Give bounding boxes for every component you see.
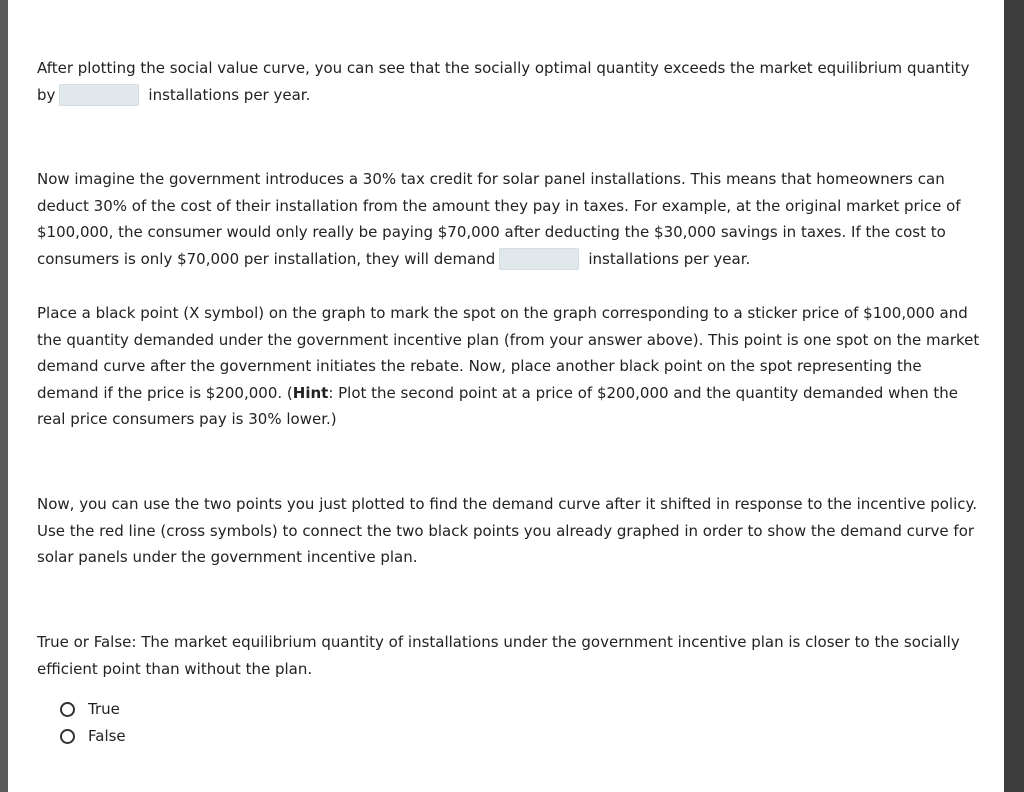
paragraph2-text-before: Now imagine the government introduces a 30% tax credit for solar panel installations. This means that homeowners can deduct 30% of the cost of their installation from the amount they pay in taxes. For example, at the original market price of $100,000, the consumer would only really be paying $70,000 after deducting the $30,000 savings in taxes. If the cost to consumers is only $70,000 per installation, they will demand: [37, 170, 961, 268]
answer-blank-quantity-difference[interactable]: [59, 84, 139, 106]
question-text-content: True or False: The market equilibrium quantity of installations under the government incentive plan is closer to the socially efficient point than without the plan.: [37, 633, 960, 678]
paragraph-tax-credit: [37, 166, 982, 272]
hint-label: Hint: [292, 383, 329, 402]
option-true-label: True: [88, 700, 120, 718]
option-false-label: False: [88, 727, 126, 745]
radio-false[interactable]: [60, 729, 75, 744]
answer-blank-quantity-demanded[interactable]: [499, 248, 579, 270]
paragraph4-text: Now, you can use the two points you just plotted to find the demand curve after it shifted in response to the incentive policy. Use the red line (cross symbols) to connect the two black points you already graphed in order to show the demand curve for solar panels under the government incentive plan.: [37, 495, 977, 566]
paragraph3-text-before: Place a black point (X symbol) on the graph to mark the spot on the graph corresponding to a sticker price of $100,000 and the quantity demanded under the government incentive plan (from your answer above). This point is one spot on the market demand curve after the government initiates the rebate. Now, place another black point on the spot representing the demand if the price is $200,000. (: [37, 304, 980, 402]
question-text: [37, 629, 982, 682]
paragraph-place-points: [37, 300, 982, 433]
paragraph3-text-after: : Plot the second point at a price of $200,000 and the quantity demanded when the real price consumers pay is 30% lower.): [37, 383, 958, 428]
paragraph1-text-after: installations per year.: [148, 85, 311, 104]
option-true[interactable]: [60, 697, 120, 721]
radio-true[interactable]: [60, 702, 75, 717]
option-false[interactable]: [60, 724, 126, 748]
window-edge: [1004, 0, 1024, 792]
paragraph2-text-after: installations per year.: [588, 249, 751, 268]
paragraph-demand-curve: [37, 491, 982, 571]
paragraph-socially-optimal: [37, 55, 982, 108]
content-panel: [8, 0, 1004, 792]
paragraph1-text-before: After plotting the social value curve, you can see that the socially optimal quantity exceeds the market equilibrium quantity by: [37, 59, 970, 104]
